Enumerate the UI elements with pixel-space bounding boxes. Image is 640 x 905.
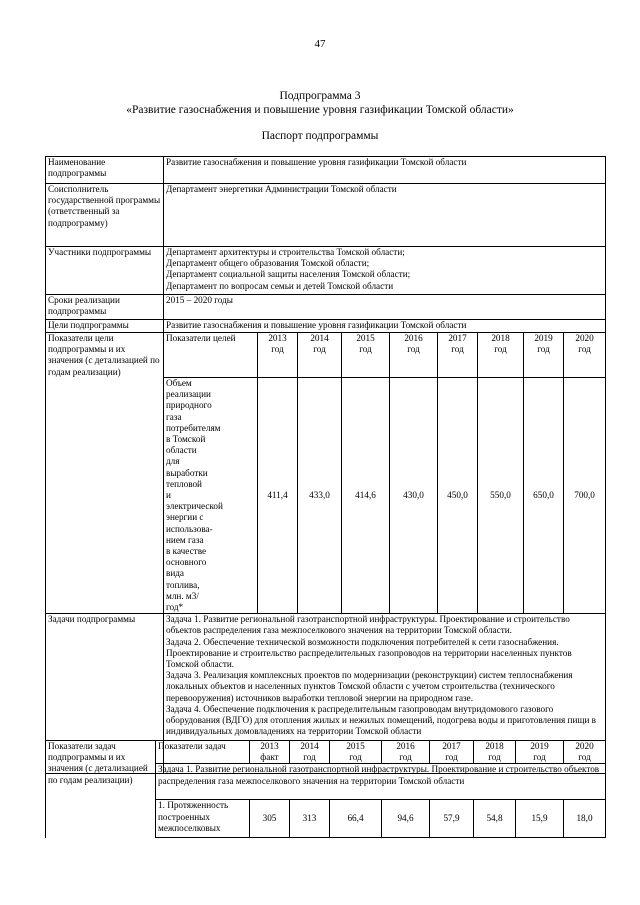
row-value: Департамент энергетики Администрации Томской области: [164, 184, 606, 247]
row-terms: [46, 295, 606, 320]
task1-value: 94,6: [382, 800, 430, 838]
goal-indicator-name: Объем реализации природного газа потребителям в Томской области для выработки тепловой и электрической энергии с использова- нием газа в качестве основного вида топлива, млн. м3/год*: [164, 378, 258, 614]
participant-item: Департамент по вопросам семьи и детей Томской области: [166, 280, 394, 291]
year-cell: 2017 год: [430, 741, 474, 764]
row-label: Цели подпрограммы: [46, 320, 164, 333]
subprogram-title: «Развитие газоснабжения и повышение уровня газификации Томской области»: [126, 104, 514, 116]
year-cell: 2016 год: [390, 333, 438, 378]
year-cell: 2018 год: [478, 333, 524, 378]
participant-item: Департамент архитектуры и строительства Томской области;: [166, 247, 405, 257]
task-indicators-table: [45, 740, 606, 838]
goal-value: 433,0: [298, 378, 342, 614]
year-cell: 2019 год: [516, 741, 564, 764]
passport-title: Паспорт подпрограммы: [261, 130, 379, 142]
year-cell: 2016 год: [382, 741, 430, 764]
task1-value: 66,4: [330, 800, 382, 838]
year-cell: 2015 год: [342, 333, 390, 378]
year-cell: 2020 год: [564, 741, 606, 764]
row-goals: [46, 320, 606, 333]
year-cell: 2019 год: [524, 333, 564, 378]
goal-value: 430,0: [390, 378, 438, 614]
task1-value: 57,9: [430, 800, 474, 838]
row-coexecutor: [46, 184, 606, 247]
goal-indicators-header: Показатели целей: [164, 333, 258, 378]
task1-value: 15,9: [516, 800, 564, 838]
year-cell: 2018 год: [474, 741, 516, 764]
participant-item: Департамент общего образования Томской области;: [166, 258, 370, 269]
page-number: 47: [314, 38, 326, 50]
row-label: Сроки реализации подпрограммы: [46, 295, 164, 320]
task-item: Задача 2. Обеспечение технической возможности подключения потребителей к сети газоснабжения. Проектирование и строительство распределительных газопроводов на территории населенных пунктов Томской области.: [166, 636, 572, 670]
row-value: 2015 – 2020 годы: [164, 295, 606, 320]
row-task-indicators-header: [46, 741, 606, 764]
goal-value: 650,0: [524, 378, 564, 614]
row-value: Развитие газоснабжения и повышение уровня газификации Томской области: [164, 320, 606, 333]
year-cell: 2014 год: [298, 333, 342, 378]
row-label: Показатели задач подпрограммы и их значения (с детализацией по годам реализации): [46, 741, 156, 838]
year-cell: 2014 год: [290, 741, 330, 764]
row-participants: [46, 247, 606, 295]
year-cell: 2013 факт: [250, 741, 290, 764]
task-item: Задача 3. Реализация комплексных проектов по модернизации (реконструкции) систем теплоснабжения локальных объектов и населенных пунктов Томской области с учетом строительства (технического перевооружения) источников выработки тепловой энергии на природном газе.: [166, 670, 573, 703]
task-indicators-header: Показатели задач: [156, 741, 250, 764]
row-label: Соисполнитель государственной программы (ответственный за подпрограмму): [46, 184, 164, 247]
row-value: [164, 247, 606, 295]
task1-value: 54,8: [474, 800, 516, 838]
task1-indicator-name: 1. Протяженность построенных межпоселковых: [156, 800, 250, 838]
row-name: [46, 157, 606, 184]
goal-value: 550,0: [478, 378, 524, 614]
year-cell: 2017 год: [438, 333, 478, 378]
row-label: Наименование подпрограммы: [46, 157, 164, 184]
subprogram-label: Подпрограмма 3: [279, 90, 361, 102]
year-cell: 2015 год: [330, 741, 382, 764]
task-item: Задача 4. Обеспечение подключения к распределительным газопроводам внутридомового газового оборудования (ВДГО) для отопления жилых и нежилых помещений, подогрева воды и приготовления пищи в индивидуальных домовладениях на территории Томской области: [166, 703, 597, 737]
row-value: Развитие газоснабжения и повышение уровня газификации Томской области: [164, 157, 606, 184]
goal-value: 450,0: [438, 378, 478, 614]
year-cell: 2020 год: [564, 333, 606, 378]
task1-value: 313: [290, 800, 330, 838]
row-goal-indicators-header: [46, 333, 606, 378]
row-label: Задачи подпрограммы: [46, 614, 164, 774]
row-label: Показатели цели подпрограммы и их значения (с детализацией по годам реализации): [46, 333, 164, 614]
row-label: Участники подпрограммы: [46, 247, 164, 295]
task-item: Задача 1. Развитие региональной газотранспортной инфраструктуры. Проектирование и строительство объектов распределения газа межпоселкового значения на территории Томской области.: [166, 614, 570, 636]
task1-value: 18,0: [564, 800, 606, 838]
goal-value: 411,4: [258, 378, 298, 614]
goal-value: 700,0: [564, 378, 606, 614]
goal-value: 414,6: [342, 378, 390, 614]
task1-title: Задача 1. Развитие региональной газотранспортной инфраструктуры. Проектирование и строительство объектов распределения газа межпоселкового значения на территории Томской области: [156, 764, 606, 800]
year-cell: 2013 год: [258, 333, 298, 378]
passport-table: [45, 156, 606, 774]
task1-value: 305: [250, 800, 290, 838]
participant-item: Департамент социальной защиты населения Томской области;: [166, 269, 411, 280]
